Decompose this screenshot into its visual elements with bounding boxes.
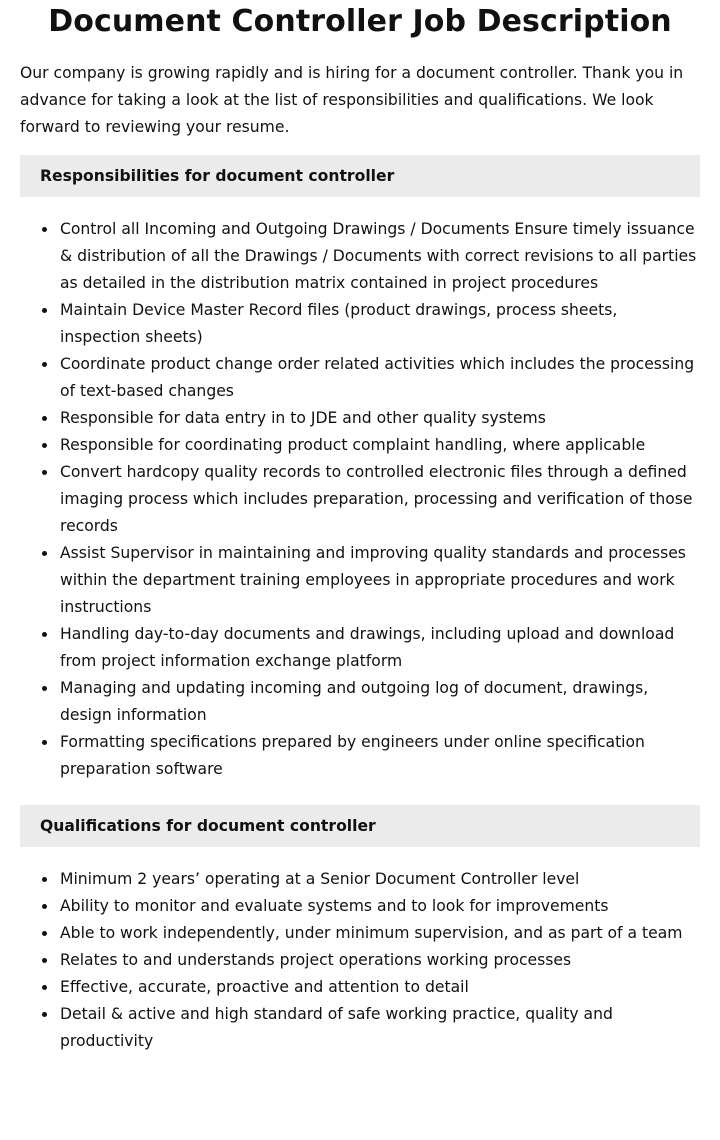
list-item: Detail & active and high standard of safe working practice, quality and productivity	[60, 1001, 700, 1055]
qualifications-list	[20, 866, 700, 1055]
list-item: Assist Supervisor in maintaining and improving quality standards and processes within the department training employees in appropriate procedures and work instructions	[60, 540, 700, 621]
responsibilities-list	[20, 216, 700, 783]
list-item: Handling day-to-day documents and drawings, including upload and download from project information exchange platform	[60, 621, 700, 675]
list-item: Coordinate product change order related activities which includes the processing of text-based changes	[60, 351, 700, 405]
list-item: Formatting specifications prepared by engineers under online specification preparation software	[60, 729, 700, 783]
list-item: Able to work independently, under minimum supervision, and as part of a team	[60, 920, 700, 947]
page-title: Document Controller Job Description	[48, 4, 672, 39]
qualifications-heading: Qualifications for document controller	[20, 805, 700, 847]
list-item: Effective, accurate, proactive and attention to detail	[60, 974, 700, 1001]
list-item: Control all Incoming and Outgoing Drawings / Documents Ensure timely issuance & distribution of all the Drawings / Documents with correct revisions to all parties as detailed in the distribution matrix contained in project procedures	[60, 216, 700, 297]
job-description-page	[0, 2, 720, 1055]
list-item: Responsible for data entry in to JDE and other quality systems	[60, 405, 700, 432]
intro-paragraph: Our company is growing rapidly and is hiring for a document controller. Thank you in advance for taking a look at the list of responsibilities and qualifications. We look forward to reviewing your resume.	[20, 64, 684, 136]
list-item: Responsible for coordinating product complaint handling, where applicable	[60, 432, 700, 459]
list-item: Managing and updating incoming and outgoing log of document, drawings, design information	[60, 675, 700, 729]
list-item: Convert hardcopy quality records to controlled electronic files through a defined imaging process which includes preparation, processing and verification of those records	[60, 459, 700, 540]
responsibilities-heading: Responsibilities for document controller	[20, 155, 700, 197]
list-item: Maintain Device Master Record files (product drawings, process sheets, inspection sheets)	[60, 297, 700, 351]
list-item: Relates to and understands project operations working processes	[60, 947, 700, 974]
list-item: Ability to monitor and evaluate systems and to look for improvements	[60, 893, 700, 920]
list-item: Minimum 2 years’ operating at a Senior Document Controller level	[60, 866, 700, 893]
